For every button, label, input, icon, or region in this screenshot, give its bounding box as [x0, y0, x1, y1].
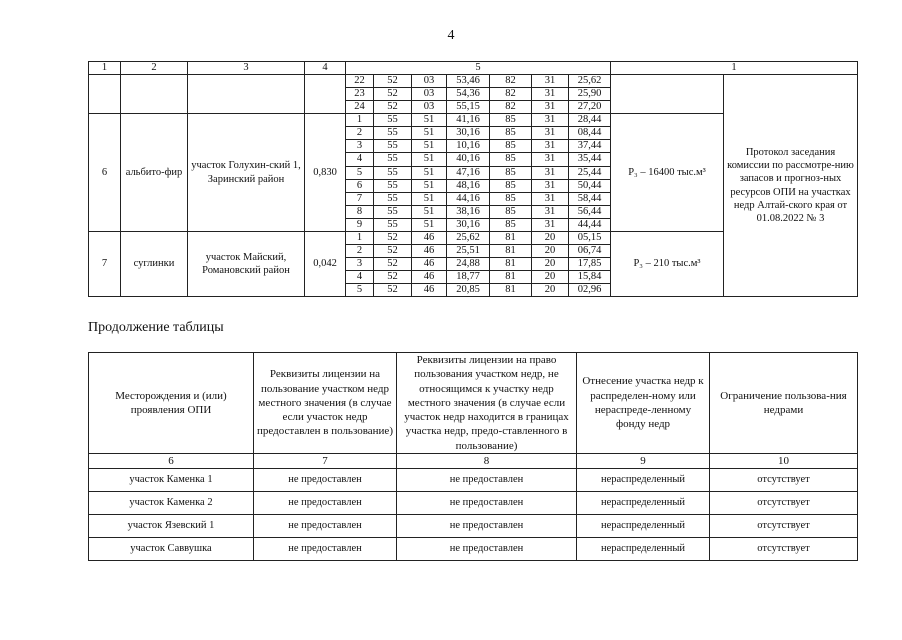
coordinate-cell: 82 — [490, 75, 532, 88]
coordinate-cell: 24,88 — [447, 257, 490, 270]
coordinate-cell: 27,20 — [569, 101, 611, 114]
empty-cell — [611, 75, 724, 114]
coordinate-cell: 54,36 — [447, 88, 490, 101]
coordinate-cell: 25,51 — [447, 244, 490, 257]
coordinate-cell: 51 — [412, 166, 447, 179]
coordinate-cell: 1 — [346, 231, 374, 244]
table-cell: не предоставлен — [254, 492, 397, 515]
coordinates-table — [88, 61, 858, 297]
protocol-cell: Протокол заседания комиссии по рассмотре-нию запасов и прогноз-ных ресурсов ОПИ на участках недр Алтай-ского края от 01.08.2022 № 3 — [724, 75, 858, 297]
coordinate-cell: 51 — [412, 114, 447, 127]
header-cell: 1 — [89, 62, 121, 75]
coordinate-cell: 05,15 — [569, 231, 611, 244]
coordinate-cell: 46 — [412, 284, 447, 297]
table-cell: отсутствует — [710, 492, 858, 515]
coordinate-cell: 20 — [532, 231, 569, 244]
coordinate-cell: 31 — [532, 166, 569, 179]
coordinate-cell: 20,85 — [447, 284, 490, 297]
site-name: участок Голухин-ский 1, Заринский район — [188, 114, 305, 232]
license-table — [88, 352, 858, 561]
header-cell: Месторождения и (или) проявления ОПИ — [89, 353, 254, 454]
resources-cell: P₃ – 16400 тыс.м³ — [611, 114, 724, 232]
coordinate-cell: 37,44 — [569, 140, 611, 153]
coordinate-cell: 31 — [532, 101, 569, 114]
coordinate-cell: 31 — [532, 75, 569, 88]
coordinate-cell: 3 — [346, 140, 374, 153]
coordinate-cell: 50,44 — [569, 179, 611, 192]
table-cell: не предоставлен — [397, 492, 577, 515]
table-row — [89, 492, 858, 515]
table-row — [89, 515, 858, 538]
coordinate-cell: 03 — [412, 88, 447, 101]
table-header-row — [89, 62, 858, 75]
coordinate-cell: 20 — [532, 244, 569, 257]
area-value: 0,042 — [305, 231, 346, 296]
coordinate-cell: 30,16 — [447, 127, 490, 140]
coordinate-cell: 85 — [490, 127, 532, 140]
column-number-cell: 9 — [577, 454, 710, 469]
header-cell: Ограничение пользова-ния недрами — [710, 353, 858, 454]
empty-cell — [188, 75, 305, 114]
resources-cell: P₃ – 210 тыс.м³ — [611, 231, 724, 296]
coordinate-cell: 20 — [532, 257, 569, 270]
coordinate-cell: 28,44 — [569, 114, 611, 127]
coordinate-cell: 2 — [346, 244, 374, 257]
coordinate-cell: 85 — [490, 192, 532, 205]
header-cell: Реквизиты лицензии на пользование участком недр местного значения (в случае если участок недр предоставлен в пользование) — [254, 353, 397, 454]
table-cell: отсутствует — [710, 538, 858, 561]
coordinate-cell: 23 — [346, 88, 374, 101]
coordinate-cell: 17,85 — [569, 257, 611, 270]
coordinate-cell: 9 — [346, 218, 374, 231]
column-number-cell: 6 — [89, 454, 254, 469]
coordinate-cell: 53,46 — [447, 75, 490, 88]
table-row — [89, 469, 858, 492]
coordinate-cell: 52 — [374, 284, 412, 297]
coordinate-cell: 22 — [346, 75, 374, 88]
coordinate-cell: 1 — [346, 114, 374, 127]
coordinate-cell: 4 — [346, 271, 374, 284]
deposit-number: 7 — [89, 231, 121, 296]
table-cell: не предоставлен — [254, 469, 397, 492]
coordinate-cell: 82 — [490, 88, 532, 101]
coordinate-cell: 15,84 — [569, 271, 611, 284]
table-cell: не предоставлен — [254, 538, 397, 561]
coordinate-cell: 52 — [374, 271, 412, 284]
coordinate-cell: 85 — [490, 166, 532, 179]
coordinate-cell: 85 — [490, 218, 532, 231]
table-cell: участок Саввушка — [89, 538, 254, 561]
coordinate-cell: 10,16 — [447, 140, 490, 153]
mineral-name: альбито-фир — [121, 114, 188, 232]
coordinate-cell: 55 — [374, 179, 412, 192]
coordinate-cell: 46 — [412, 271, 447, 284]
table-continuation-caption: Продолжение таблицы — [88, 320, 224, 335]
header-cell: 3 — [188, 62, 305, 75]
coordinate-cell: 81 — [490, 231, 532, 244]
coordinate-cell: 52 — [374, 244, 412, 257]
mineral-name: суглинки — [121, 231, 188, 296]
table-cell: участок Язевский 1 — [89, 515, 254, 538]
coordinate-cell: 46 — [412, 257, 447, 270]
coordinate-cell: 7 — [346, 192, 374, 205]
coordinate-cell: 38,16 — [447, 205, 490, 218]
coordinate-cell: 55 — [374, 114, 412, 127]
coordinate-cell: 85 — [490, 114, 532, 127]
coordinate-cell: 41,16 — [447, 114, 490, 127]
coordinate-cell: 08,44 — [569, 127, 611, 140]
column-number-cell: 7 — [254, 454, 397, 469]
coordinate-cell: 56,44 — [569, 205, 611, 218]
table-cell: участок Каменка 2 — [89, 492, 254, 515]
coordinate-cell: 51 — [412, 205, 447, 218]
coordinate-cell: 25,44 — [569, 166, 611, 179]
coordinate-cell: 55 — [374, 205, 412, 218]
coordinate-cell: 35,44 — [569, 153, 611, 166]
header-cell: Отнесение участка недр к распределен-ному или нераспреде-ленному фонду недр — [577, 353, 710, 454]
coordinate-cell: 52 — [374, 231, 412, 244]
coordinate-cell: 85 — [490, 153, 532, 166]
column-number-cell: 10 — [710, 454, 858, 469]
table-cell: отсутствует — [710, 515, 858, 538]
coordinate-cell: 31 — [532, 140, 569, 153]
coordinate-cell: 47,16 — [447, 166, 490, 179]
table-cell: отсутствует — [710, 469, 858, 492]
coordinate-cell: 55 — [374, 166, 412, 179]
table-cell: не предоставлен — [254, 515, 397, 538]
coordinate-cell: 24 — [346, 101, 374, 114]
coordinate-cell: 55 — [374, 192, 412, 205]
table-cell: не предоставлен — [397, 515, 577, 538]
coordinate-cell: 51 — [412, 192, 447, 205]
coordinate-cell: 5 — [346, 284, 374, 297]
coordinate-cell: 85 — [490, 140, 532, 153]
empty-cell — [121, 75, 188, 114]
deposit-number: 6 — [89, 114, 121, 232]
coordinate-cell: 31 — [532, 153, 569, 166]
coordinate-cell: 81 — [490, 271, 532, 284]
coordinate-cell: 58,44 — [569, 192, 611, 205]
coordinate-cell: 46 — [412, 244, 447, 257]
coordinate-cell: 30,16 — [447, 218, 490, 231]
coordinate-cell: 51 — [412, 140, 447, 153]
coordinate-cell: 6 — [346, 179, 374, 192]
coordinate-cell: 4 — [346, 153, 374, 166]
coordinate-cell: 52 — [374, 75, 412, 88]
coordinate-cell: 5 — [346, 166, 374, 179]
coordinate-cell: 8 — [346, 205, 374, 218]
coordinate-cell: 51 — [412, 218, 447, 231]
coordinate-cell: 51 — [412, 153, 447, 166]
coordinate-cell: 44,44 — [569, 218, 611, 231]
coordinate-cell: 31 — [532, 127, 569, 140]
coordinate-cell: 03 — [412, 101, 447, 114]
coordinate-cell: 2 — [346, 127, 374, 140]
table-header-row — [89, 353, 858, 454]
coordinate-cell: 31 — [532, 192, 569, 205]
coordinate-cell: 44,16 — [447, 192, 490, 205]
coordinate-cell: 55 — [374, 153, 412, 166]
coordinate-cell: 51 — [412, 127, 447, 140]
table-cell: не предоставлен — [397, 538, 577, 561]
coordinate-cell: 82 — [490, 101, 532, 114]
coordinate-cell: 55 — [374, 218, 412, 231]
coordinate-cell: 3 — [346, 257, 374, 270]
header-cell: 1 — [611, 62, 858, 75]
column-number-cell: 8 — [397, 454, 577, 469]
table-row — [89, 538, 858, 561]
header-cell: 2 — [121, 62, 188, 75]
coordinate-cell: 81 — [490, 257, 532, 270]
coordinate-cell: 52 — [374, 257, 412, 270]
coordinate-cell: 31 — [532, 179, 569, 192]
coordinate-cell: 20 — [532, 271, 569, 284]
coordinate-cell: 55 — [374, 127, 412, 140]
coordinate-cell: 06,74 — [569, 244, 611, 257]
coordinate-cell: 25,62 — [447, 231, 490, 244]
site-name: участок Майский, Романовский район — [188, 231, 305, 296]
coordinate-cell: 46 — [412, 231, 447, 244]
coordinate-cell: 52 — [374, 101, 412, 114]
coordinate-cell: 20 — [532, 284, 569, 297]
coordinate-cell: 25,90 — [569, 88, 611, 101]
empty-cell — [305, 75, 346, 114]
coordinate-cell: 02,96 — [569, 284, 611, 297]
table-cell: нераспределенный — [577, 515, 710, 538]
table-row — [89, 75, 858, 88]
coordinate-cell: 40,16 — [447, 153, 490, 166]
coordinate-cell: 85 — [490, 205, 532, 218]
coordinate-cell: 85 — [490, 179, 532, 192]
column-number-row — [89, 454, 858, 469]
coordinate-cell: 51 — [412, 179, 447, 192]
coordinate-cell: 31 — [532, 88, 569, 101]
table-cell: нераспределенный — [577, 492, 710, 515]
coordinate-cell: 52 — [374, 88, 412, 101]
table-cell: нераспределенный — [577, 469, 710, 492]
coordinate-cell: 03 — [412, 75, 447, 88]
page-number: 4 — [447, 28, 455, 43]
coordinate-cell: 25,62 — [569, 75, 611, 88]
coordinate-cell: 55 — [374, 140, 412, 153]
coordinate-cell: 18,77 — [447, 271, 490, 284]
coordinate-cell: 31 — [532, 114, 569, 127]
area-value: 0,830 — [305, 114, 346, 232]
coordinate-cell: 55,15 — [447, 101, 490, 114]
table-cell: нераспределенный — [577, 538, 710, 561]
coordinate-cell: 81 — [490, 244, 532, 257]
coordinate-cell: 81 — [490, 284, 532, 297]
table-cell: участок Каменка 1 — [89, 469, 254, 492]
coordinate-cell: 48,16 — [447, 179, 490, 192]
header-cell: Реквизиты лицензии на право пользования участком недр, не относящимся к участку недр местного значения (в случае если участок недр находится в границах участка недр, предо-ставленного в пользование) — [397, 353, 577, 454]
table-cell: не предоставлен — [397, 469, 577, 492]
empty-cell — [89, 75, 121, 114]
coordinate-cell: 31 — [532, 218, 569, 231]
coordinate-cell: 31 — [532, 205, 569, 218]
header-cell: 4 — [305, 62, 346, 75]
header-cell: 5 — [346, 62, 611, 75]
